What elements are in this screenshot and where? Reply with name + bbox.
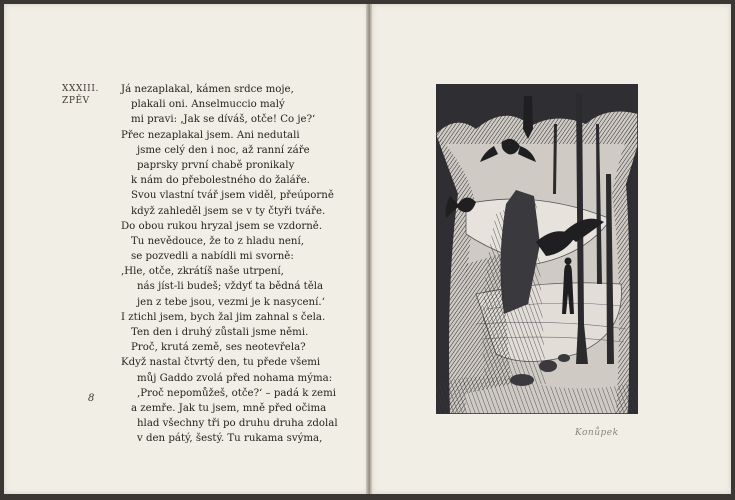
poem-line: můj Gaddo zvolá před nohama mýma: [137,372,333,384]
poem-line: nás jíst-li budeš; vždyť ta bědná těla [137,281,324,293]
etching-illustration [436,84,638,414]
poem-line: ‚Hle, otče, zkrátíš naše utrpení, [121,266,284,278]
poem-line: I ztichl jsem, bych žal jim zahnal s čela. [121,311,326,323]
poem-line: se pozvedli a nabídli mi svorně: [131,251,294,263]
poem-line: plakali oni. Anselmuccio malý [131,99,285,111]
poem-line: a zemře. Jak tu jsem, mně před očima [131,402,327,414]
poem-line: Proč, krutá země, ses neotevřela? [131,342,306,354]
poem-text [121,82,338,447]
poem-line: v den pátý, šestý. Tu rukama svýma, [137,433,323,445]
poem-line: mi pravi: ‚Jak se díváš, otče! Co je?‘ [131,114,316,126]
poem-line: jen z tebe jsou, vezmi je k nasycení.‘ [137,296,325,308]
poem-line: Když nastal čtvrtý den, tu přede všemi [121,357,321,369]
poem-line: Tu nevědouce, že to z hladu není, [131,235,304,247]
canto-word: ZPĚV [62,96,90,106]
poem-line: když zahleděl jsem se v ty čtyři tváře. [131,205,326,217]
left-page [4,4,368,494]
canto-number: XXXIII. [62,84,99,94]
poem-line: Ten den i druhý zůstali jsme němi. [131,327,309,338]
poem-line: Do obou rukou hryzal jsem se vzdorně. [121,220,323,232]
poem-line: paprsky první chabě pronikaly [137,159,295,171]
poem-line: Já nezaplakal, kámen srdce moje, [121,84,294,95]
poem-line: k nám do přebolestného do žaláře. [131,175,310,187]
poem-line: Přec nezaplakal jsem. Ani nedutali [121,129,300,141]
artist-signature: Konůpek [575,428,619,438]
poem-line: jsme celý den i noc, až ranní záře [137,144,310,156]
page-number: 8 [88,393,95,404]
canto-label [62,83,99,107]
poem-line: Svou vlastní tvář jsem viděl, přeúporně [131,190,334,202]
right-page [372,4,731,494]
poem-line: hlad všechny tři po druhu druha zdolal [137,418,338,430]
poem-line: ‚Proč nepomůžeš, otče?‘ – padá k zemi [137,387,336,399]
